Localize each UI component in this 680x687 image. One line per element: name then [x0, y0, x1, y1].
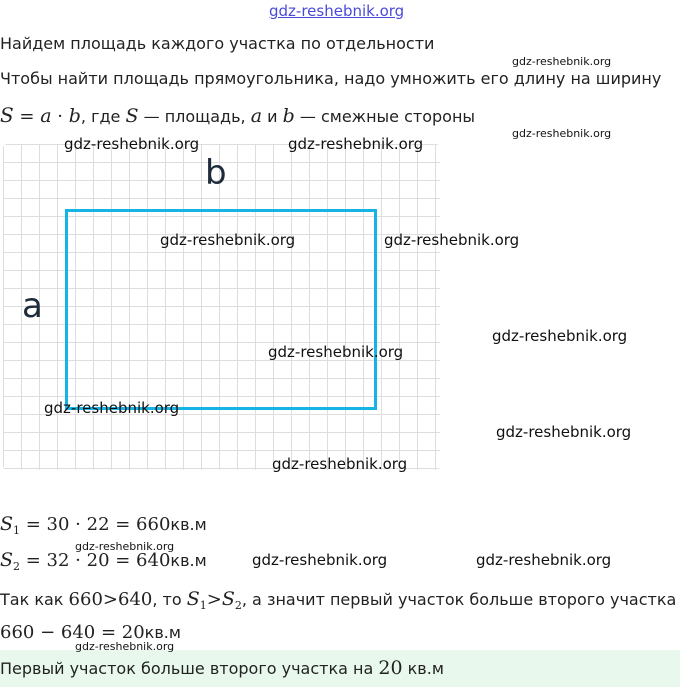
calc-s2-expr: = 32 · 20 = 640 — [20, 550, 171, 571]
formula-line — [0, 103, 475, 127]
result-text — [0, 657, 444, 679]
watermark: gdz-reshebnik.org — [64, 135, 200, 153]
result-label: Первый участок больше второго участка на — [0, 659, 379, 678]
watermark: gdz-reshebnik.org — [272, 455, 408, 473]
calc-s1-sub: 1 — [13, 524, 21, 538]
watermark: gdz-reshebnik.org — [288, 135, 424, 153]
result-number: 20 — [378, 657, 403, 679]
compare-s2: S — [221, 588, 235, 610]
side-label-a: a — [22, 286, 43, 326]
formula-s: S — [0, 103, 14, 127]
calc-s1-unit: кв.м — [170, 515, 207, 534]
calc-s2-sub: 2 — [13, 560, 21, 574]
formula-and: и — [262, 107, 283, 126]
calc-s2-sym: S — [0, 549, 14, 571]
diff-unit: кв.м — [144, 623, 181, 642]
compare-then: , то — [152, 590, 187, 609]
formula-b: b — [68, 105, 81, 127]
calc-s1-sym: S — [0, 513, 14, 535]
compare-rest: , а значит первый участок больше второго участка — [241, 590, 677, 609]
intro-text: Найдем площадь каждого участка по отдельности — [0, 34, 435, 53]
watermark: gdz-reshebnik.org — [384, 231, 520, 249]
compare-s1-sub: 1 — [199, 599, 207, 613]
watermark: gdz-reshebnik.org — [512, 55, 612, 68]
formula-a: a — [40, 105, 52, 127]
watermark: gdz-reshebnik.org — [512, 127, 612, 140]
rule-text: Чтобы найти площадь прямоугольника, надо умножить его длину на ширину — [0, 69, 662, 88]
formula-dot: · — [51, 106, 69, 127]
watermark-top: gdz-reshebnik.org — [269, 2, 405, 20]
formula-s-2: S — [125, 105, 139, 127]
formula-dash-sides: — смежные стороны — [294, 107, 476, 126]
calc-s1-expr: = 30 · 22 = 660 — [20, 514, 171, 535]
watermark: gdz-reshebnik.org — [268, 343, 404, 361]
formula-a-2: a — [250, 105, 263, 127]
watermark: gdz-reshebnik.org — [496, 423, 632, 441]
watermark: gdz-reshebnik.org — [44, 399, 180, 417]
formula-b-2: b — [282, 105, 295, 127]
watermark: gdz-reshebnik.org — [160, 231, 296, 249]
watermark: gdz-reshebnik.org — [476, 551, 612, 569]
compare-prefix: Так как — [0, 590, 69, 609]
calc-s2-unit: кв.м — [170, 551, 207, 570]
calc-s1 — [0, 513, 207, 537]
watermark: gdz-reshebnik.org — [252, 551, 388, 569]
result-unit: кв.м — [402, 659, 444, 678]
diff-expr: 660 − 640 = 20 — [0, 622, 145, 643]
compare-nums: 660>640 — [68, 589, 153, 610]
compare-s2-sub: 2 — [234, 599, 242, 613]
compare-line — [0, 588, 676, 612]
formula-dash-area: — площадь, — [138, 107, 251, 126]
watermark: gdz-reshebnik.org — [75, 540, 175, 553]
watermark: gdz-reshebnik.org — [75, 640, 175, 653]
watermark: gdz-reshebnik.org — [492, 327, 628, 345]
formula-where: , где — [80, 107, 126, 126]
formula-eq: = — [13, 106, 41, 127]
compare-s1: S — [186, 588, 200, 610]
compare-gt: > — [206, 589, 222, 610]
side-label-b: b — [205, 153, 227, 193]
